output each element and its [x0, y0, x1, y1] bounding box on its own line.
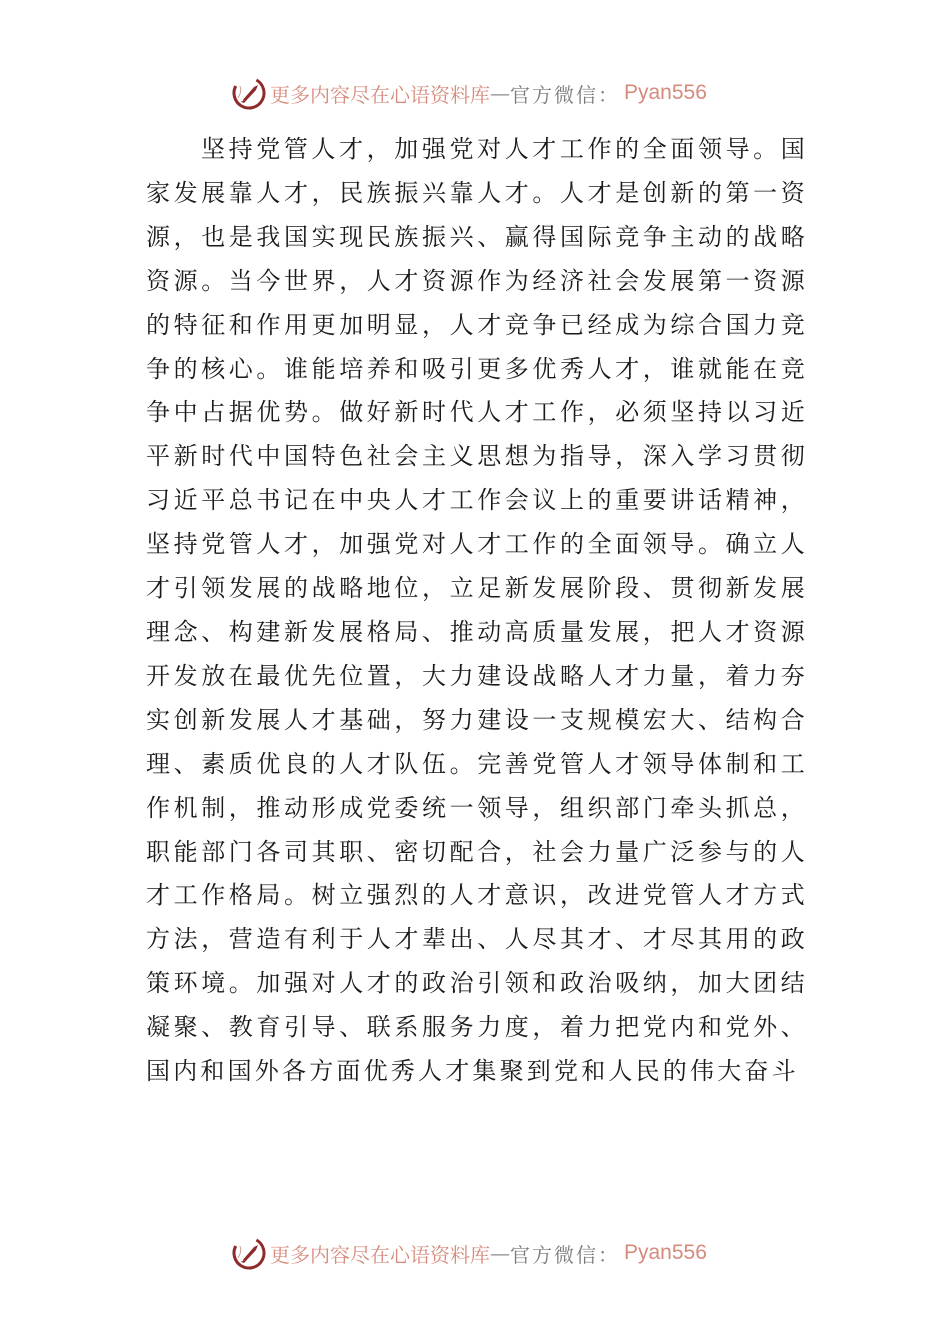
banner-main-text: 更多内容尽在心语资料库 — [270, 1242, 490, 1267]
banner-wechat-id: Pyan556 — [624, 1241, 707, 1264]
banner-separator: — — [490, 1241, 510, 1265]
quill-pen-logo-icon — [232, 76, 266, 110]
footer-banner — [232, 1233, 707, 1273]
banner-wechat-id: Pyan556 — [624, 81, 707, 104]
quill-pen-logo-icon — [232, 1236, 266, 1270]
banner-separator: — — [490, 81, 510, 105]
body-paragraph: 坚持党管人才，加强党对人才工作的全面领导。国家发展靠人才，民族振兴靠人才。人才是创新的第一资源，也是我国实现民族振兴、赢得国际竞争主动的战略资源。当今世界，人才资源作为经济社会发展第一资源的特征和作用更加明显，人才竞争已经成为综合国力竞争的核心。谁能培养和吸引更多优秀人才，谁就能在竞争中占据优势。做好新时代人才工作，必须坚持以习近平新时代中国特色社会主义思想为指导，深入学习贯彻习近平总书记在中央人才工作会议上的重要讲话精神，坚持党管人才，加强党对人才工作的全面领导。确立人才引领发展的战略地位，立足新发展阶段、贯彻新发展理念、构建新发展格局、推动高质量发展，把人才资源开发放在最优先位置，大力建设战略人才力量，着力夯实创新发展人才基础，努力建设一支规模宏大、结构合理、素质优良的人才队伍。完善党管人才领导体制和工作机制，推动形成党委统一领导，组织部门牵头抓总，职能部门各司其职、密切配合，社会力量广泛参与的人才工作格局。树立强烈的人才意识，改进党管人才方式方法，营造有利于人才辈出、人尽其才、才尽其用的政策环境。加强对人才的政治引领和政治吸纳，加大团结凝聚、教育引导、联系服务力度，着力把党内和党外、国内和国外各方面优秀人才集聚到党和人民的伟大奋斗 — [146, 135, 808, 1086]
banner-wechat-label: 官方微信： — [510, 1242, 620, 1267]
banner-wechat-label: 官方微信： — [510, 82, 620, 107]
banner-main-text: 更多内容尽在心语资料库 — [270, 82, 490, 107]
header-banner — [232, 73, 707, 113]
